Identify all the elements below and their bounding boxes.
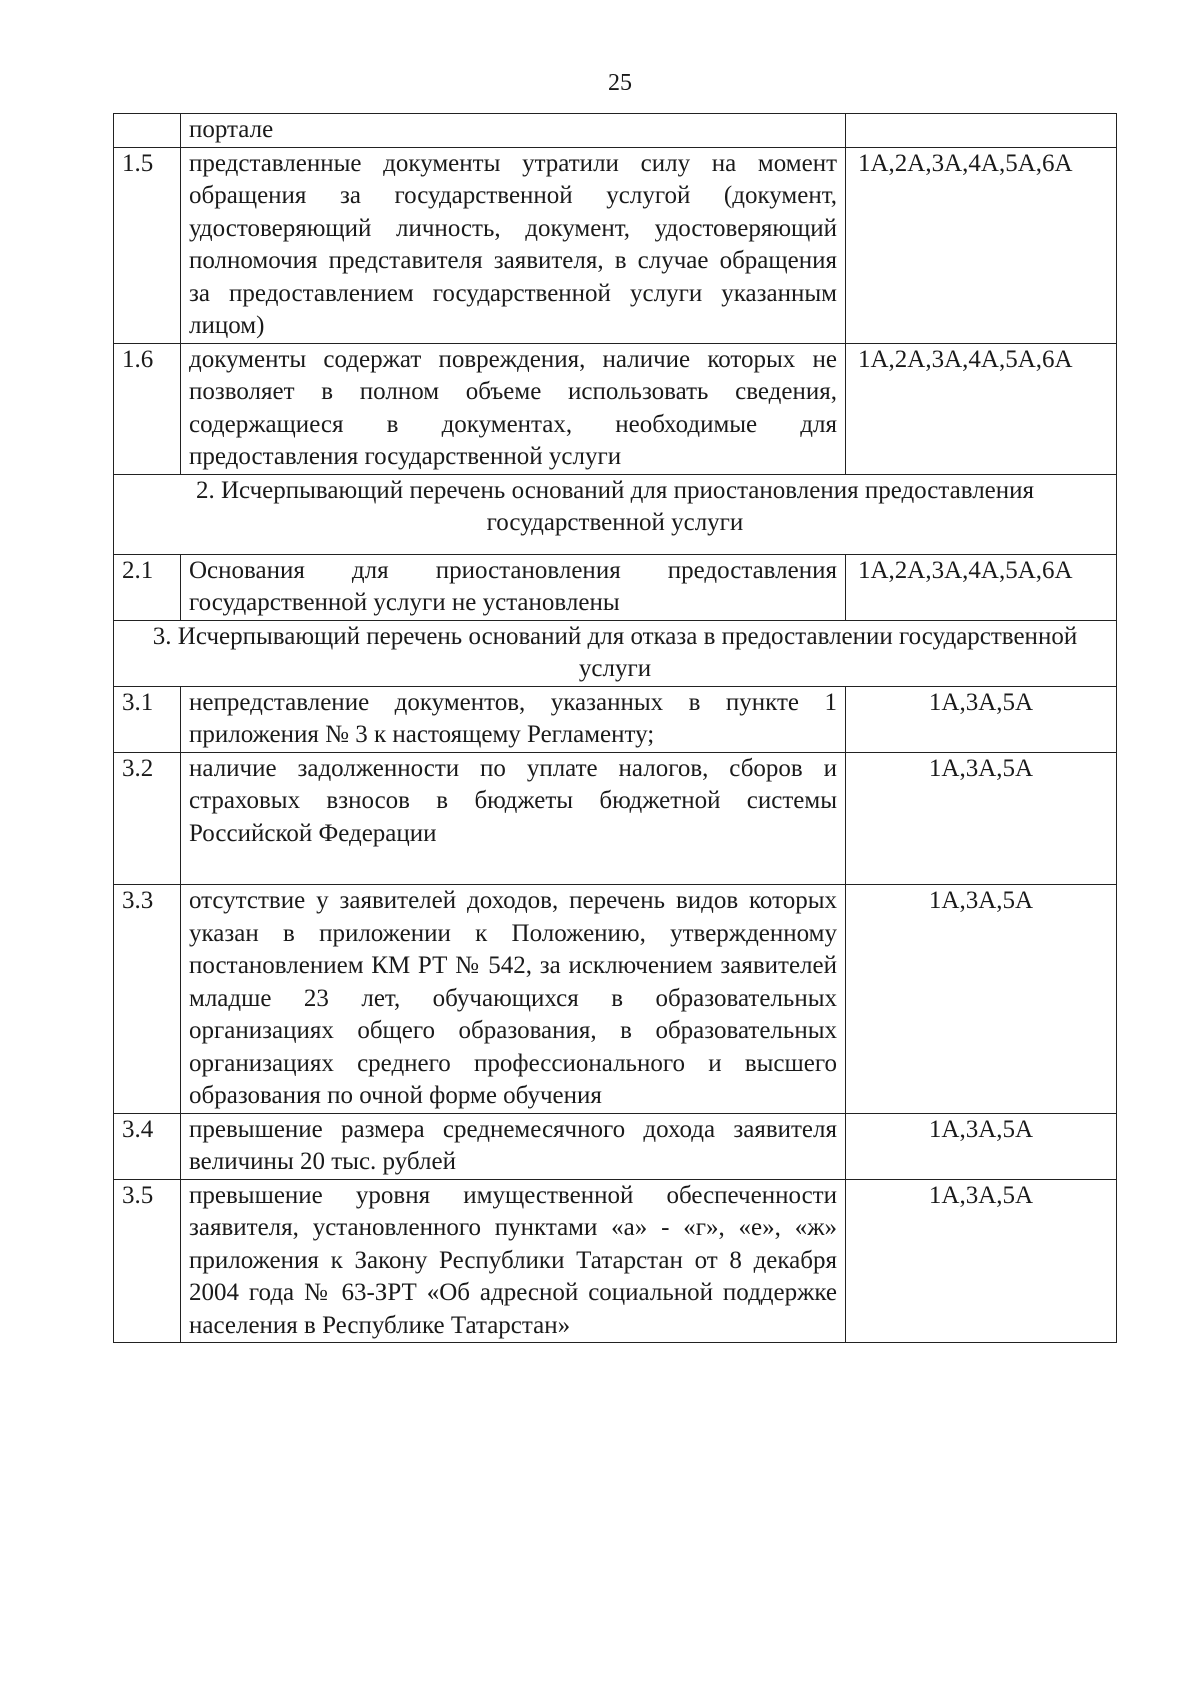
table-row [114, 1179, 1117, 1343]
row-number: 3.3 [114, 885, 181, 1114]
row-text: документы содержат повреждения, наличие которых не позволяет в полном объеме использовать сведения, содержащиеся в документах, необходимые для предоставления государственной услуги [181, 343, 846, 474]
section-2-title: 2. Исчерпывающий перечень оснований для приостановления предоставления государственной услуги [114, 474, 1117, 554]
row-text: непредставление документов, указанных в пункте 1 приложения № 3 к настоящему Регламенту; [181, 686, 846, 752]
grounds-table [113, 113, 1117, 1343]
row-codes [846, 114, 1117, 148]
row-text: превышение уровня имущественной обеспеченности заявителя, установленного пунктами «а» - «г», «е», «ж» приложения к Закону Республики Татарстан от 8 декабря 2004 года № 63-ЗРТ «Об адресной социальной поддержке населения в Республике Татарстан» [181, 1179, 846, 1343]
row-codes: 1А,3А,5А [846, 752, 1117, 885]
row-codes: 1А,3А,5А [846, 1179, 1117, 1343]
row-text: отсутствие у заявителей доходов, перечень видов которых указан в приложении к Положению, утвержденному постановлением КМ РТ № 542, за исключением заявителей младше 23 лет, обучающихся в образовательных организациях общего образования, в образовательных организациях среднего профессионального и высшего образования по очной форме обучения [181, 885, 846, 1114]
row-codes: 1А,3А,5А [846, 686, 1117, 752]
row-number: 1.5 [114, 147, 181, 343]
table-row [114, 1113, 1117, 1179]
row-codes: 1А,3А,5А [846, 885, 1117, 1114]
table-row [114, 147, 1117, 343]
table-row [114, 343, 1117, 474]
row-number: 3.4 [114, 1113, 181, 1179]
row-text: наличие задолженности по уплате налогов, сборов и страховых взносов в бюджеты бюджетной системы Российской Федерации [181, 752, 846, 885]
section-heading-row [114, 474, 1117, 554]
table-row [114, 114, 1117, 148]
row-number: 3.5 [114, 1179, 181, 1343]
table-row [114, 885, 1117, 1114]
row-text: превышение размера среднемесячного дохода заявителя величины 20 тыс. рублей [181, 1113, 846, 1179]
table-row [114, 554, 1117, 620]
row-codes: 1А,2А,3А,4А,5А,6А [846, 554, 1117, 620]
section-3-title: 3. Исчерпывающий перечень оснований для отказа в предоставлении государственной услуги [114, 620, 1117, 686]
row-number: 3.2 [114, 752, 181, 885]
row-codes: 1А,2А,3А,4А,5А,6А [846, 343, 1117, 474]
row-number: 3.1 [114, 686, 181, 752]
row-codes: 1А,3А,5А [846, 1113, 1117, 1179]
row-text: Основания для приостановления предоставления государственной услуги не установлены [181, 554, 846, 620]
section-heading-row [114, 620, 1117, 686]
row-number: 1.6 [114, 343, 181, 474]
table-row [114, 686, 1117, 752]
row-number: 2.1 [114, 554, 181, 620]
row-text: представленные документы утратили силу на момент обращения за государственной услугой (документ, удостоверяющий личность, документ, удостоверяющий полномочия представителя заявителя, в случае обращения за предоставлением государственной услуги указанным лицом) [181, 147, 846, 343]
row-codes: 1А,2А,3А,4А,5А,6А [846, 147, 1117, 343]
row-number [114, 114, 181, 148]
page-number: 25 [608, 70, 632, 96]
table-row [114, 752, 1117, 885]
row-text: портале [181, 114, 846, 148]
